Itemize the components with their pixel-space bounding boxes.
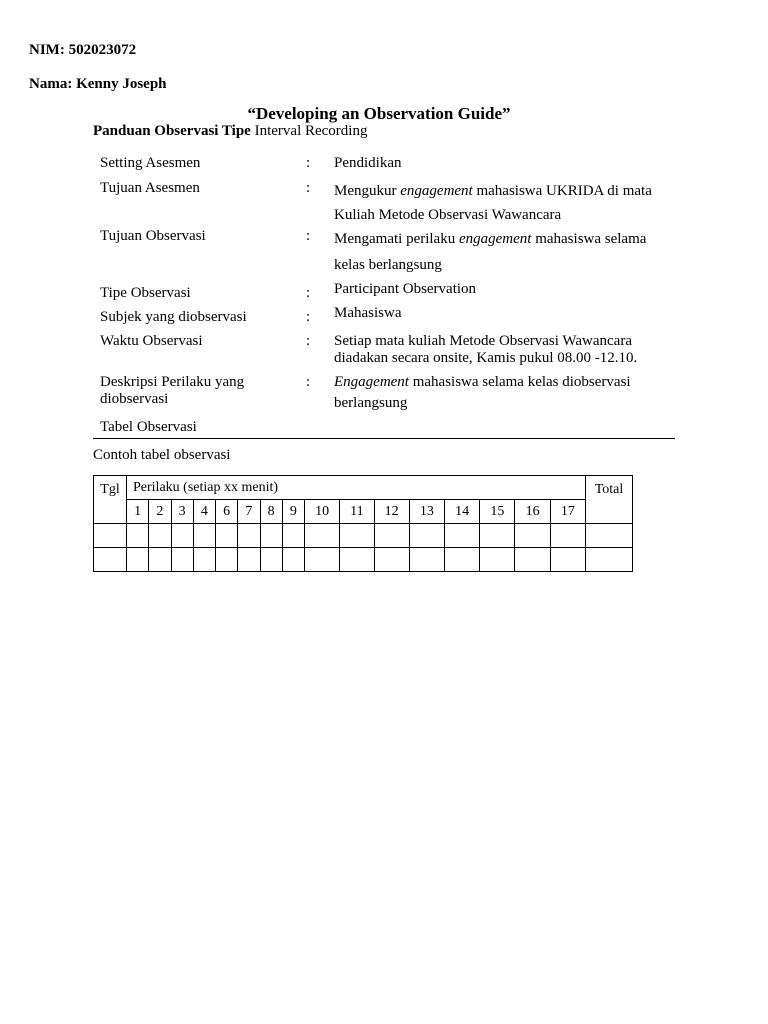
subtitle-rest: Interval Recording (250, 123, 368, 139)
nim: NIM: 502023072 (29, 42, 137, 58)
col-total: Total (586, 476, 633, 524)
text-part: Mengamati perilaku (334, 231, 459, 247)
text-part: Mengukur (334, 183, 401, 199)
subjek-label: Subjek yang diobservasi (100, 309, 247, 325)
subjek-value: Mahasiswa (334, 305, 402, 321)
divider (93, 438, 675, 439)
observation-table (93, 475, 633, 572)
table-cell (260, 524, 282, 548)
table-cell (171, 524, 193, 548)
table-cell (374, 548, 409, 572)
deskripsi-label-line2: diobservasi (100, 391, 169, 407)
text-part: mahasiswa selama (531, 231, 647, 247)
colon: : (306, 374, 311, 390)
colon: : (306, 228, 311, 244)
colon: : (306, 155, 311, 171)
tujuan-asesmen-label: Tujuan Asesmen (100, 180, 200, 196)
table-cell (193, 548, 215, 572)
table-caption: Contoh tabel observasi (93, 447, 231, 463)
table-cell (171, 548, 193, 572)
table-cell (94, 548, 127, 572)
subtitle-bold: Panduan Observasi Tipe (93, 123, 251, 139)
interval-cell: 1 (127, 500, 149, 524)
interval-cell: 17 (550, 500, 585, 524)
table-row (94, 524, 633, 548)
waktu-value-line2: diadakan secara onsite, Kamis pukul 08.00 -12.10. (334, 350, 638, 366)
table-cell (94, 524, 127, 548)
table-cell (550, 548, 585, 572)
interval-cell: 13 (409, 500, 444, 524)
table-cell (409, 524, 444, 548)
table-cell (127, 524, 149, 548)
waktu-value: Setiap mata kuliah Metode Observasi Wawancara (334, 333, 632, 349)
setting-label: Setting Asesmen (100, 155, 201, 171)
text-part: mahasiswa selama kelas diobservasi (408, 374, 631, 390)
colon: : (306, 180, 311, 196)
table-cell (444, 524, 479, 548)
page-title: “Developing an Observation Guide” (247, 104, 511, 123)
table-cell (374, 524, 409, 548)
text-italic: engagement (400, 183, 473, 199)
tujuan-observasi-value-line2: kelas berlangsung (334, 257, 442, 273)
table-cell (282, 524, 304, 548)
interval-cell: 14 (444, 500, 479, 524)
table-cell (340, 548, 374, 572)
table-header-row (94, 476, 633, 500)
interval-cell: 7 (238, 500, 260, 524)
table-cell (515, 548, 550, 572)
interval-cell: 3 (171, 500, 193, 524)
table-cell (238, 548, 260, 572)
table-cell (238, 524, 260, 548)
interval-cell: 15 (480, 500, 515, 524)
tujuan-asesmen-value (334, 183, 652, 200)
interval-cell: 10 (305, 500, 340, 524)
table-cell (515, 524, 550, 548)
tujuan-asesmen-value-line2: Kuliah Metode Observasi Wawancara (334, 207, 562, 223)
table-cell (127, 548, 149, 572)
waktu-label: Waktu Observasi (100, 333, 203, 349)
nama: Nama: Kenny Joseph (29, 76, 167, 92)
table-cell (340, 524, 374, 548)
deskripsi-label: Deskripsi Perilaku yang (100, 374, 245, 390)
interval-cell: 9 (282, 500, 304, 524)
tabel-label: Tabel Observasi (100, 419, 197, 435)
tujuan-observasi-label: Tujuan Observasi (100, 228, 206, 244)
interval-cell: 6 (216, 500, 238, 524)
table-interval-row (94, 500, 633, 524)
table-cell (193, 524, 215, 548)
text-italic: engagement (458, 231, 532, 247)
table-cell (480, 524, 515, 548)
tipe-value: Participant Observation (334, 281, 477, 297)
table-row (94, 548, 633, 572)
deskripsi-value-line2: berlangsung (334, 395, 408, 411)
table-cell (260, 548, 282, 572)
tujuan-observasi-value (334, 231, 646, 248)
table-cell (216, 548, 238, 572)
table-cell (149, 548, 171, 572)
interval-cell: 2 (149, 500, 171, 524)
tipe-label: Tipe Observasi (100, 285, 191, 301)
table-cell (586, 524, 633, 548)
table-cell (216, 524, 238, 548)
interval-cell: 12 (374, 500, 409, 524)
table-cell (586, 548, 633, 572)
text-part: mahasiswa UKRIDA di mata (472, 183, 652, 199)
subtitle (93, 123, 367, 140)
table-cell (305, 548, 340, 572)
colon: : (306, 285, 311, 301)
text-italic: Engagement (334, 374, 409, 390)
col-tgl: Tgl (94, 476, 127, 524)
table-cell (149, 524, 171, 548)
setting-value: Pendidikan (334, 155, 402, 171)
table-cell (305, 524, 340, 548)
colon: : (306, 333, 311, 349)
table-cell (409, 548, 444, 572)
interval-cell: 11 (340, 500, 374, 524)
colon: : (306, 309, 311, 325)
table-cell (480, 548, 515, 572)
table-cell (550, 524, 585, 548)
interval-cell: 8 (260, 500, 282, 524)
table-cell (282, 548, 304, 572)
deskripsi-value (334, 374, 631, 391)
table-cell (444, 548, 479, 572)
col-perilaku: Perilaku (setiap xx menit) (127, 476, 586, 500)
interval-cell: 4 (193, 500, 215, 524)
interval-cell: 16 (515, 500, 550, 524)
